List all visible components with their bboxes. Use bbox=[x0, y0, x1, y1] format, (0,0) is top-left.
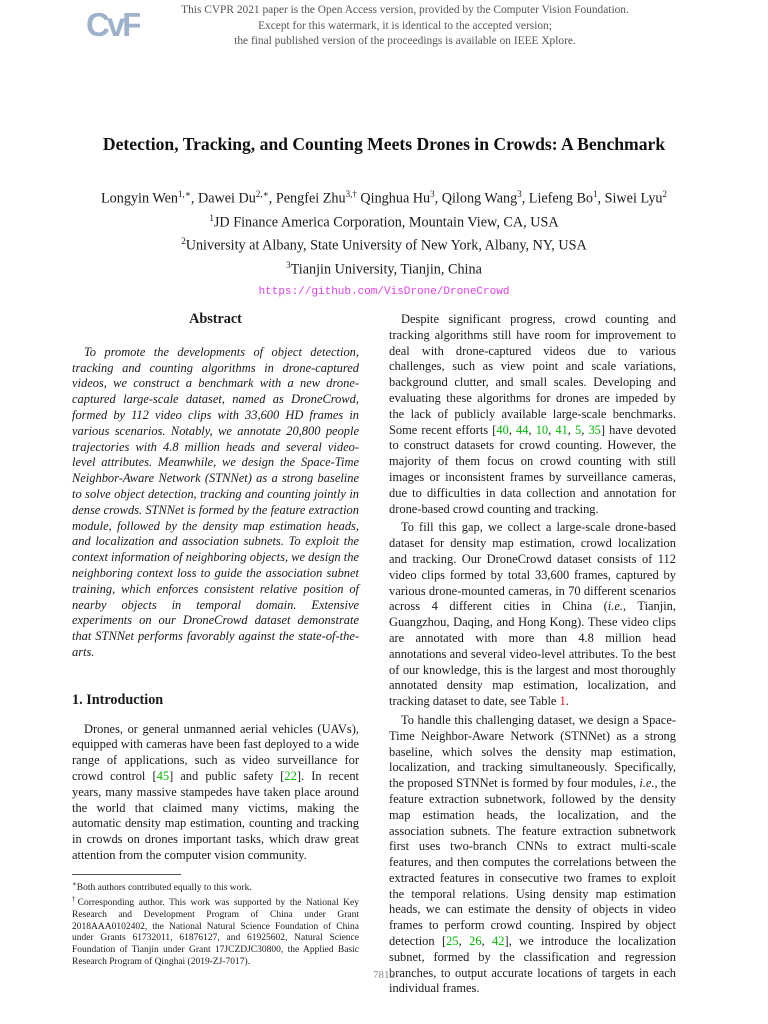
citation-link[interactable]: 44 bbox=[516, 422, 529, 437]
abstract-heading: Abstract bbox=[189, 311, 242, 327]
paragraph-text: Despite significant progress, crowd counting and tracking algorithms still have room for improvement to deal with drone-captured videos due to various challenges, such as view point and scale variations, background clutter, and small scales. Developing and evaluating these algorithms for drones are impeded by the lack of publicly available large-scale benchmarks. Some recent efforts [ bbox=[389, 312, 676, 437]
affiliation-line bbox=[0, 209, 768, 233]
author-separator: , bbox=[190, 190, 198, 207]
watermark-line: This CVPR 2021 paper is the Open Access version, provided by the Computer Vision Foundation. bbox=[181, 4, 629, 16]
watermark bbox=[150, 3, 660, 50]
author-name: Qilong Wang bbox=[441, 190, 518, 207]
affiliation-mark: 3 bbox=[286, 260, 291, 271]
citation-link[interactable]: 45 bbox=[156, 768, 170, 783]
page-number: 7812 bbox=[373, 969, 395, 981]
citation-link[interactable]: 41 bbox=[555, 422, 568, 437]
affiliation-text: JD Finance America Corporation, Mountain View, CA, USA bbox=[213, 214, 559, 231]
footnote-item bbox=[72, 894, 359, 968]
paragraph-text: ], we introduce the localization subnet, formed by the classification and regression branches, to output accurate locations of targets in each individual frames. bbox=[389, 934, 677, 996]
paragraph-text: ] have devoted to construct datasets for crowd counting. However, the majority of them focus on crowd counting with still images or inconsistent frames by surveillance cameras, due to difficulties in data collection and annotation for drone-based crowd counting and tracking. bbox=[389, 422, 677, 516]
author-list bbox=[0, 185, 768, 209]
paper-title: Detection, Tracking, and Counting Meets Drones in Crowds: A Benchmark bbox=[102, 134, 666, 154]
abstract-text: To promote the developments of object detection, tracking and counting algorithms in drone-captured videos, we construct a benchmark with a new drone-captured large-scale dataset, named as DroneCrowd, formed by 112 video clips with 33,600 HD frames in various scenarios. Notably, we annotate 20,800 people trajectories with 4.8 million heads and several video-level attributes. Meanwhile, we design the Space-Time Neighbor-Aware Network (STNNet) as a strong baseline to solve object detection, tracking and counting jointly in dense crowds. STNNet is formed by the feature extraction module, followed by the density map estimation heads, and localization and association subnets. To exploit the context information of neighboring objects, we design the neighboring context loss to guide the association subnet training, which enforces consistent relative position of nearby objects in temporal domain. Extensive experiments on our DroneCrowd dataset demonstrate that STNNet performs favorably against the state-of-the-arts. bbox=[72, 344, 359, 659]
author-name: Longyin Wen bbox=[100, 190, 178, 207]
paragraph-text: Drones, or general unmanned aerial vehicles (UAVs), equipped with cameras have been fast deployed to a wide range of applications, such as video surveillance for crowd control [ bbox=[72, 721, 359, 783]
footnote-text: Both authors contributed equally to this work. bbox=[76, 882, 252, 893]
citation-link[interactable]: 25 bbox=[446, 934, 459, 949]
github-link[interactable]: https://github.com/VisDrone/DroneCrowd bbox=[258, 285, 510, 298]
paragraph-text: , bbox=[508, 422, 517, 437]
paragraph-text: ]. In recent years, many massive stampedes have taken place around the world that claimed many victims, making the automatic density map estimation, counting and tracking in crowds on drones important tasks, which draw great attention from the computer vision community. bbox=[72, 768, 360, 862]
emphasis-text: i.e. bbox=[639, 776, 655, 791]
paragraph-text: ] and public safety [ bbox=[169, 768, 285, 783]
intro-paragraph bbox=[72, 722, 359, 864]
author-separator: , bbox=[268, 190, 276, 207]
paragraph-text: , bbox=[548, 422, 556, 437]
footnote-mark: ∗ bbox=[72, 879, 77, 888]
affiliation-text: Tianjin University, Tianjin, China bbox=[290, 261, 482, 278]
watermark-line: Except for this watermark, it is identical to the accepted version; bbox=[258, 19, 552, 32]
authors-block bbox=[0, 185, 768, 302]
paragraph-text: To handle this challenging dataset, we design a Space-Time Neighbor-Aware Network (STNNet) as a strong baseline, which solves the density map estimation, localization, and tracking simultaneously. Specifically, the proposed STNNet is formed by four modules, bbox=[389, 712, 676, 791]
citation-link[interactable]: 40 bbox=[496, 422, 509, 437]
author-separator: , bbox=[597, 190, 605, 207]
paragraph-text: , bbox=[567, 422, 575, 437]
citation-link[interactable]: 5 bbox=[575, 422, 582, 437]
cvf-logo bbox=[86, 6, 140, 42]
affiliations bbox=[0, 209, 768, 280]
paragraph-text: , the feature extraction subnetwork, followed by the density map estimation heads, the localization, and the association subnets. The feature extraction subnetwork first uses two-branch CNNs to extract multi-scale features, and then computes the correlations between the extracted features in consecutive two frames to exploit the temporal relations. Using density map estimation heads, we can estimate the density of objects in video frames to perform crowd counting. Inspired by object detection [ bbox=[389, 776, 676, 949]
table-ref-link[interactable]: 1 bbox=[559, 694, 566, 709]
paragraph-text: . bbox=[565, 694, 569, 709]
paragraph-text: To fill this gap, we collect a large-scale drone-based dataset for density map estimation, crowd localization and tracking. Our DroneCrowd dataset consists of 112 video clips formed by total 33,600 frames, captured by various drone-mounted cameras, in 70 different scenarios across 4 different cities in China ( bbox=[389, 520, 676, 614]
citation-link[interactable]: 42 bbox=[492, 934, 505, 949]
author-name: Siwei Lyu bbox=[604, 190, 663, 207]
paragraph-text: , bbox=[481, 934, 493, 949]
author-name: Dawei Du bbox=[197, 190, 256, 207]
section-heading-introduction: 1. Introduction bbox=[72, 691, 164, 708]
author-name: Qinghua Hu bbox=[360, 190, 431, 207]
paragraph-text: , bbox=[581, 422, 589, 437]
affiliation-mark: 2 bbox=[181, 236, 186, 247]
author-name: Liefeng Bo bbox=[528, 190, 593, 207]
body-paragraph bbox=[389, 520, 676, 710]
affiliation-text: University at Albany, State University of New York, Albany, NY, USA bbox=[185, 238, 587, 255]
paragraph-text: , bbox=[528, 422, 536, 437]
body-paragraph bbox=[389, 713, 676, 997]
author-separator: , bbox=[521, 190, 529, 207]
footnote-text: Corresponding author. This work was supported by the National Key Research and Development Program of China under Grant 2018AAA0102402, the National Natural Science Foundation of China under Grants 61732011, 61876127, and 61925602, Natural Science Foundation of Tianjin under Grant 17JCZDJC30800, the Applied Basic Research Program of Qinghai (2019-ZJ-7017). bbox=[72, 898, 359, 967]
citation-link[interactable]: 26 bbox=[469, 934, 482, 949]
affiliation-line bbox=[0, 232, 768, 256]
emphasis-text: i.e. bbox=[607, 599, 623, 614]
right-column bbox=[389, 312, 676, 997]
author-separator: , bbox=[434, 190, 442, 207]
left-column bbox=[72, 312, 359, 968]
affiliation-mark: 1 bbox=[209, 212, 214, 223]
author-affiliation-mark: 3 bbox=[430, 189, 435, 199]
footnote-divider bbox=[72, 874, 181, 875]
affiliation-line bbox=[0, 256, 768, 280]
paragraph-text: , Tianjin, Guangzhou, Daqing, and Hong Kong). These video clips are annotated with more than 4.8 million head annotations and several video-level attributes. To the best of our knowledge, this is the largest and most thoroughly annotated density map estimation, localization, and tracking dataset to date, see Table bbox=[389, 599, 676, 709]
watermark-line: the final published version of the proceedings is available on IEEE Xplore. bbox=[234, 35, 576, 47]
body-paragraph bbox=[389, 312, 676, 517]
footnote-item bbox=[72, 879, 359, 895]
author-name: Pengfei Zhu bbox=[275, 190, 346, 207]
author-affiliation-mark: 2 bbox=[662, 189, 668, 199]
citation-link[interactable]: 10 bbox=[535, 422, 549, 437]
footnotes bbox=[72, 879, 359, 968]
author-affiliation-mark: 2,∗ bbox=[255, 189, 269, 199]
paragraph-text: , bbox=[458, 934, 470, 949]
author-affiliation-mark: 1 bbox=[593, 189, 598, 199]
author-affiliation-mark: 3,† bbox=[345, 189, 357, 199]
author-affiliation-mark: 1,∗ bbox=[177, 189, 191, 199]
citation-link[interactable]: 22 bbox=[284, 768, 297, 783]
footnote-mark: † bbox=[72, 895, 78, 904]
author-affiliation-mark: 3 bbox=[517, 189, 522, 199]
svg-text:CvF: CvF bbox=[86, 6, 140, 42]
citation-link[interactable]: 35 bbox=[588, 422, 601, 437]
